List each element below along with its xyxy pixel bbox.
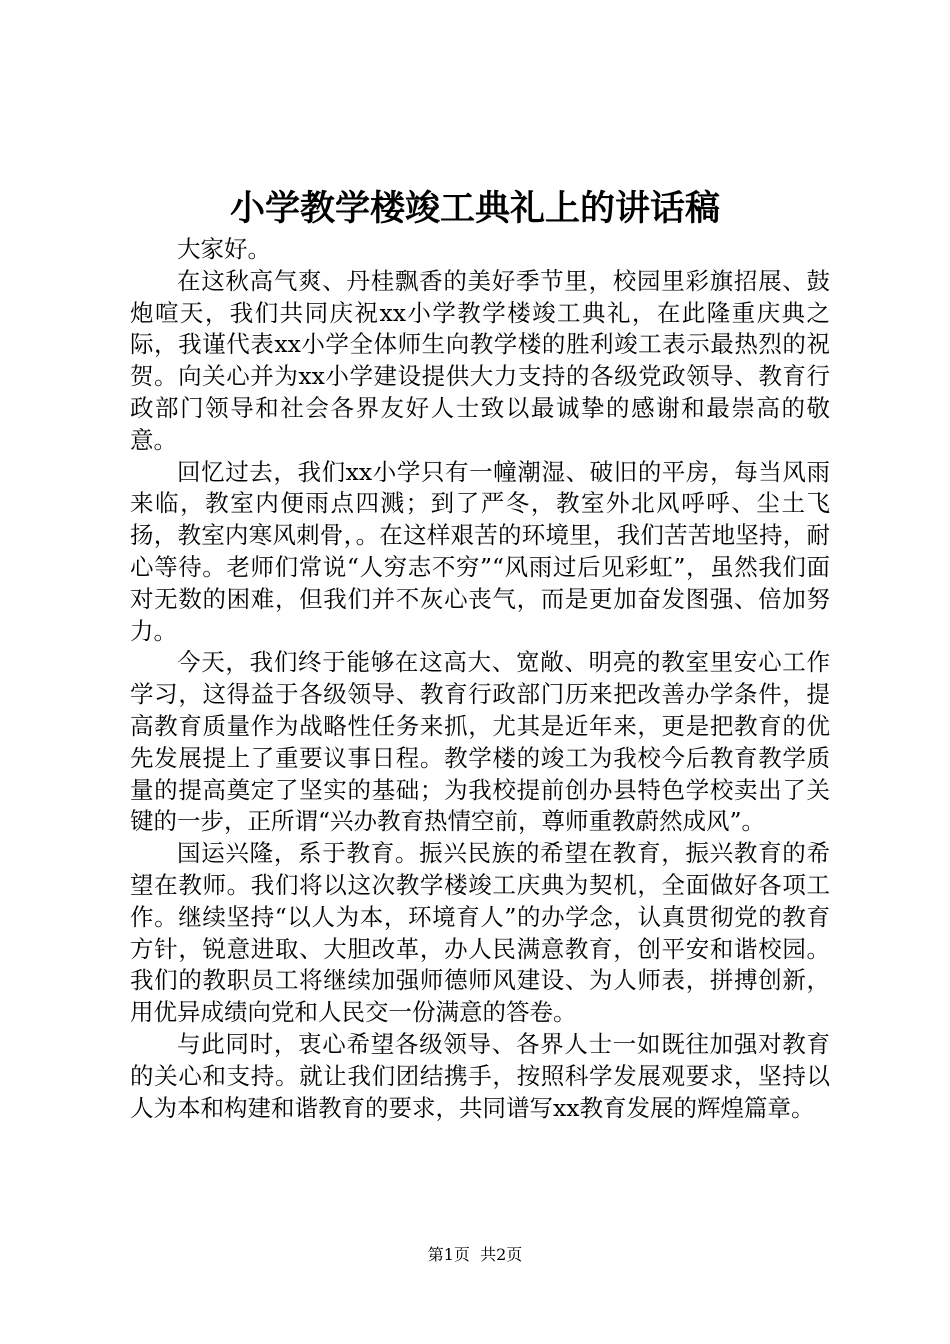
document-body [130, 234, 830, 1124]
paragraph-national-prosperity: 国运兴隆，系于教育。振兴民族的希望在教育，振兴教育的希望在教师。我们将以这次教学楼竣工庆典为契机，全面做好各项工作。继续坚持“以人为本，环境育人”的办学念，认真贯彻党的教育方针，锐意进取、大胆改革，办人民满意教育，创平安和谐校园。我们的教职员工将继续加强师德师风建设、为人师表，拼搏创新，用优异成绩向党和人民交一份满意的答卷。 [130, 839, 830, 1027]
paragraph-today: 今天，我们终于能够在这高大、宽敞、明亮的教室里安心工作学习，这得益于各级领导、教育行政部门历来把改善办学条件，提高教育质量作为战略性任务来抓，尤其是近年来，更是把教育的优先发展提上了重要议事日程。教学楼的竣工为我校今后教育教学质量的提高奠定了坚实的基础；为我校提前创办县特色学校卖出了关键的一步，正所谓“兴办教育热情空前，尊师重教蔚然成风”。 [130, 648, 830, 836]
paragraph-closing: 与此同时，衷心希望各级领导、各界人士一如既往加强对教育的关心和支持。就让我们团结携手，按照科学发展观要求，坚持以人为本和构建和谐教育的要求，共同谱写xx教育发展的辉煌篇章。 [130, 1029, 830, 1122]
paragraph-greeting: 大家好。 [177, 235, 271, 263]
document-title: 小学教学楼竣工典礼上的讲话稿 [229, 188, 720, 229]
paragraph-recollection: 回忆过去，我们xx小学只有一幢潮湿、破旧的平房，每当风雨来临，教室内便雨点四溅；到了严冬，教室外北风呼呼、尘土飞扬，教室内寒风刺骨，。在这样艰苦的环境里，我们苦苦地坚持，耐心等待。老师们常说“人穷志不穷”“风雨过后见彩虹”，虽然我们面对无数的困难，但我们并不灰心丧气，而是更加奋发图强、倍加努力。 [130, 457, 830, 645]
paragraph-celebration: 在这秋高气爽、丹桂飘香的美好季节里，校园里彩旗招展、鼓炮喧天，我们共同庆祝xx小学教学楼竣工典礼，在此隆重庆典之际，我谨代表xx小学全体师生向教学楼的胜利竣工表示最热烈的祝贺。向关心并为xx小学建设提供大力支持的各级党政领导、教育行政部门领导和社会各界友好人士致以最诚挚的感谢和最崇高的敬意。 [130, 266, 830, 454]
page-footer [0, 1244, 950, 1266]
page-number-label: 第1页 共2页 [427, 1245, 523, 1264]
